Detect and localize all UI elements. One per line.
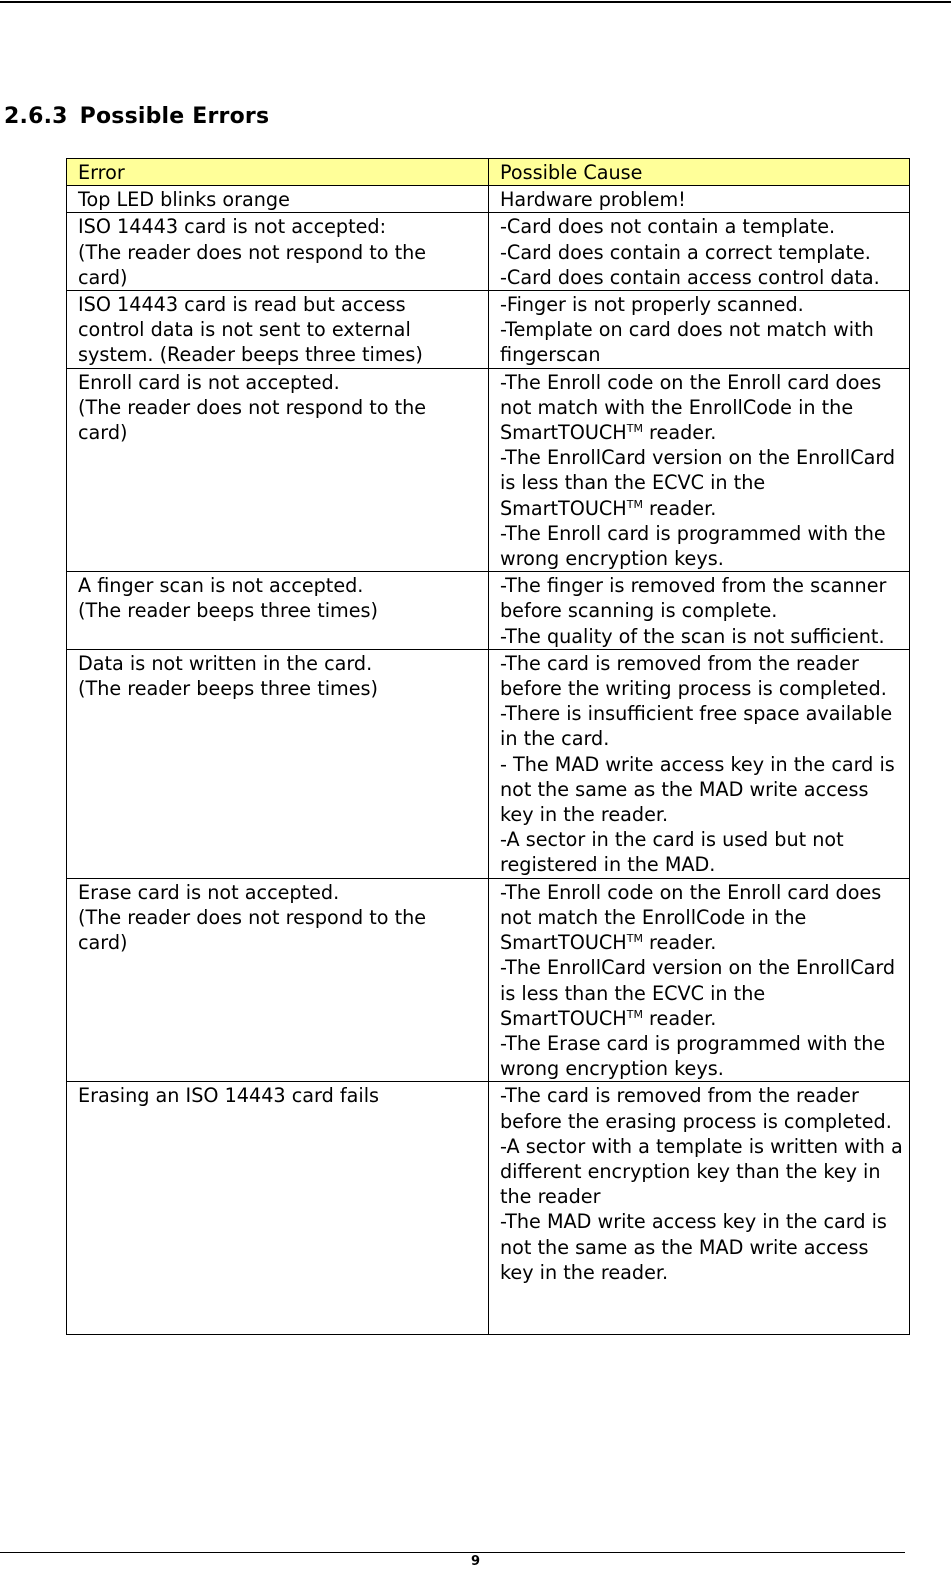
error-line: Data is not written in the card. (78, 651, 373, 675)
cause-line: -A sector with a template is written with a different encryption key than the key in the reader (500, 1134, 903, 1209)
table-row (67, 186, 910, 213)
error-cell (67, 213, 489, 291)
section-number: 2.6.3 (4, 104, 68, 129)
error-line: (The reader beeps three times) (78, 677, 379, 701)
cause-cell (489, 649, 910, 878)
error-line: (The reader does not respond to the card) (78, 240, 427, 289)
error-cell (67, 649, 489, 878)
table-row (67, 1082, 910, 1335)
cause-line: -The finger is removed from the scanner before scanning is complete. (500, 574, 887, 623)
error-cell (67, 186, 489, 213)
table-body (67, 186, 910, 1335)
errors-table (66, 158, 910, 1335)
error-cell (67, 368, 489, 572)
cause-line: -The Enroll code on the Enroll card does not match the EnrollCode in the SmartTOUCH™ reader. (500, 880, 882, 955)
cause-cell (489, 1082, 910, 1335)
cause-line: -The quality of the scan is not sufficient. (500, 624, 885, 648)
header-row (67, 159, 910, 186)
table-row (67, 649, 910, 878)
error-line: A finger scan is not accepted. (78, 574, 364, 598)
error-line: (The reader beeps three times) (78, 599, 379, 623)
table-row (67, 213, 910, 291)
cause-line: -Card does contain access control data. (500, 265, 880, 289)
cause-line: -The MAD write access key in the card is not the same as the MAD write access key in the reader. (500, 1210, 887, 1284)
cause-line: -Card does contain a correct template. (500, 240, 871, 264)
cause-line: -There is insufficient free space available in the card. (500, 702, 893, 751)
error-line: Top LED blinks orange (78, 188, 290, 212)
cause-cell (489, 572, 910, 650)
error-line: (The reader does not respond to the card) (78, 395, 427, 445)
footer-rule (0, 1552, 905, 1553)
cause-line: -Card does not contain a template. (500, 215, 836, 239)
error-line: Erasing an ISO 14443 card fails (78, 1084, 380, 1108)
table-row (67, 878, 910, 1082)
trademark-mark: TM (626, 1007, 643, 1021)
cause-line: -Template on card does not match with fingerscan (500, 318, 874, 367)
cause-line: -A sector in the card is used but not registered in the MAD. (500, 828, 844, 877)
page-number: 9 (470, 1554, 481, 1569)
table-row (67, 291, 910, 369)
cause-line: -The Enroll code on the Enroll card does not match with the EnrollCode in the SmartTOUCH™ reader. (500, 370, 882, 445)
error-cell (67, 1082, 489, 1335)
cause-line: -The card is removed from the reader before the writing process is completed. (500, 651, 887, 701)
error-line: (The reader does not respond to the card) (78, 905, 427, 955)
error-line: Enroll card is not accepted. (78, 370, 340, 394)
cause-line: - The MAD write access key in the card is not the same as the MAD write access key in the reader. (500, 752, 895, 827)
header-error: Error (67, 159, 489, 186)
section-title: Possible Errors (79, 104, 270, 129)
trademark-mark: TM (626, 497, 643, 511)
error-line: ISO 14443 card is not accepted: (78, 215, 387, 239)
error-line: ISO 14443 card is read but access control data is not sent to external system. (Reader beeps three times) (78, 293, 423, 367)
trademark-mark: TM (626, 422, 643, 436)
error-cell (67, 572, 489, 650)
cause-cell (489, 368, 910, 572)
cause-line: -The card is removed from the reader before the erasing process is completed. (500, 1084, 892, 1133)
error-cell (67, 878, 489, 1082)
cause-cell (489, 291, 910, 369)
trademark-mark: TM (626, 932, 643, 946)
table-row (67, 572, 910, 650)
cause-line: -The EnrollCard version on the EnrollCard is less than the ECVC in the SmartTOUCH™ reader. (500, 446, 896, 520)
cause-cell (489, 186, 910, 213)
cause-line: -The Enroll card is programmed with the wrong encryption keys. (500, 521, 886, 571)
cause-line: -The EnrollCard version on the EnrollCard is less than the ECVC in the SmartTOUCH™ reader. (500, 956, 896, 1030)
cause-cell (489, 213, 910, 291)
cause-cell (489, 878, 910, 1082)
cause-line: -The Erase card is programmed with the wrong encryption keys. (500, 1031, 886, 1081)
section-heading (4, 104, 269, 129)
error-line: Erase card is not accepted. (78, 880, 340, 904)
cause-line: -Finger is not properly scanned. (500, 293, 804, 317)
table-row (67, 368, 910, 572)
top-rule (0, 1, 951, 3)
header-cause: Possible Cause (489, 159, 910, 186)
error-cell (67, 291, 489, 369)
cause-line: Hardware problem! (500, 188, 686, 212)
